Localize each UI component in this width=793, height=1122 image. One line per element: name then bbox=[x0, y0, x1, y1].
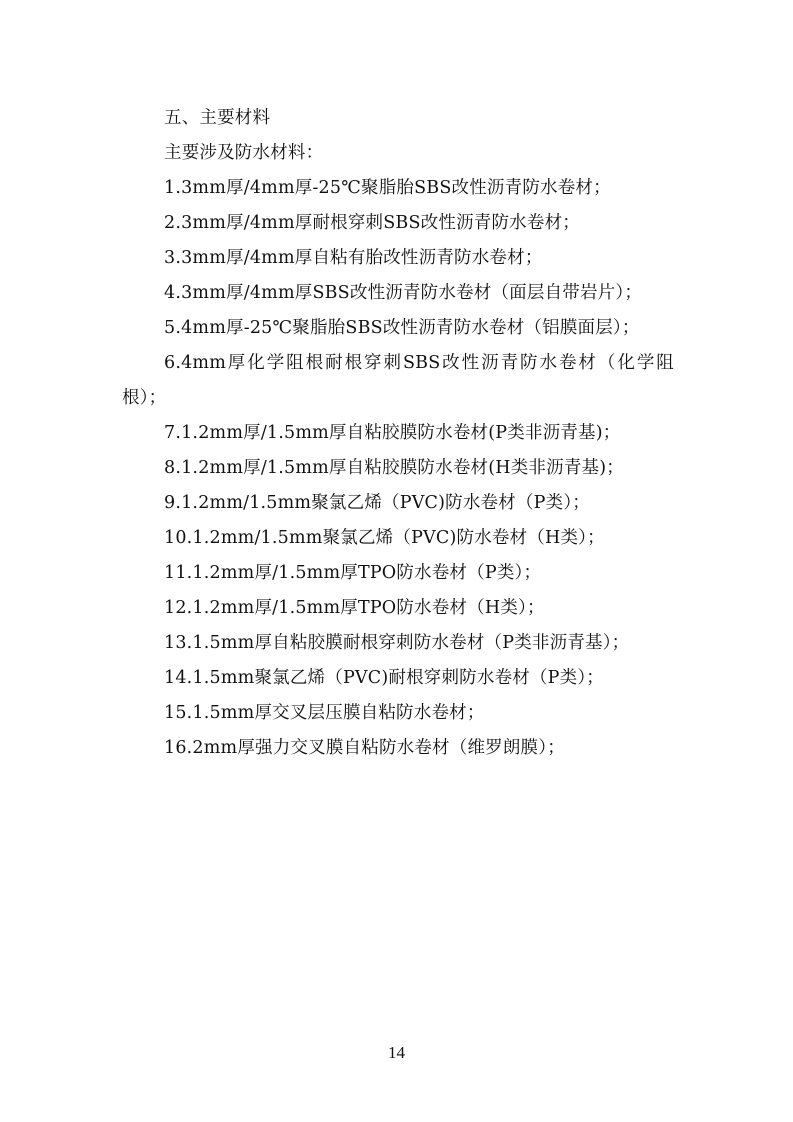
material-item-13: 13.1.5mm厚自粘胶膜耐根穿刺防水卷材（P类非沥青基）； bbox=[164, 633, 630, 653]
material-item-1: 1.3mm厚/4mm厚-25℃聚脂胎SBS改性沥青防水卷材； bbox=[164, 178, 611, 198]
material-item-9: 9.1.2mm/1.5mm聚氯乙烯（PVC)防水卷材（P类）； bbox=[164, 493, 590, 513]
material-item-3: 3.3mm厚/4mm厚自粘有胎改性沥青防水卷材； bbox=[164, 248, 543, 268]
material-item-7: 7.1.2mm厚/1.5mm厚自粘胶膜防水卷材(P类非沥青基)； bbox=[164, 423, 621, 443]
material-item-5: 5.4mm厚-25℃聚脂胎SBS改性沥青防水卷材（铝膜面层）； bbox=[164, 318, 640, 338]
intro-text: 主要涉及防水材料： bbox=[164, 143, 324, 163]
section-heading: 五、主要材料 bbox=[164, 108, 271, 128]
material-item-15: 15.1.5mm厚交叉层压膜自粘防水卷材； bbox=[164, 703, 485, 723]
material-item-2: 2.3mm厚/4mm厚耐根穿刺SBS改性沥青防水卷材； bbox=[164, 213, 580, 233]
material-item-10: 10.1.2mm/1.5mm聚氯乙烯（PVC)防水卷材（H类）； bbox=[164, 528, 605, 548]
material-item-4: 4.3mm厚/4mm厚SBS改性沥青防水卷材（面层自带岩片）； bbox=[164, 283, 643, 303]
material-item-12: 12.1.2mm厚/1.5mm厚TPO防水卷材（H类）； bbox=[164, 598, 545, 618]
material-item-8: 8.1.2mm厚/1.5mm厚自粘胶膜防水卷材(H类非沥青基)； bbox=[164, 458, 624, 478]
material-item-6: 6.4mm厚化学阻根耐根穿刺SBS改性沥青防水卷材（化学阻根）； bbox=[122, 353, 674, 408]
page-number: 14 bbox=[388, 1043, 405, 1062]
material-item-14: 14.1.5mm聚氯乙烯（PVC)耐根穿刺防水卷材（P类）； bbox=[164, 668, 605, 688]
material-item-16: 16.2mm厚强力交叉膜自粘防水卷材（维罗朗膜）； bbox=[164, 738, 565, 758]
material-item-11: 11.1.2mm厚/1.5mm厚TPO防水卷材（P类）； bbox=[164, 563, 542, 583]
document-body bbox=[122, 101, 674, 766]
